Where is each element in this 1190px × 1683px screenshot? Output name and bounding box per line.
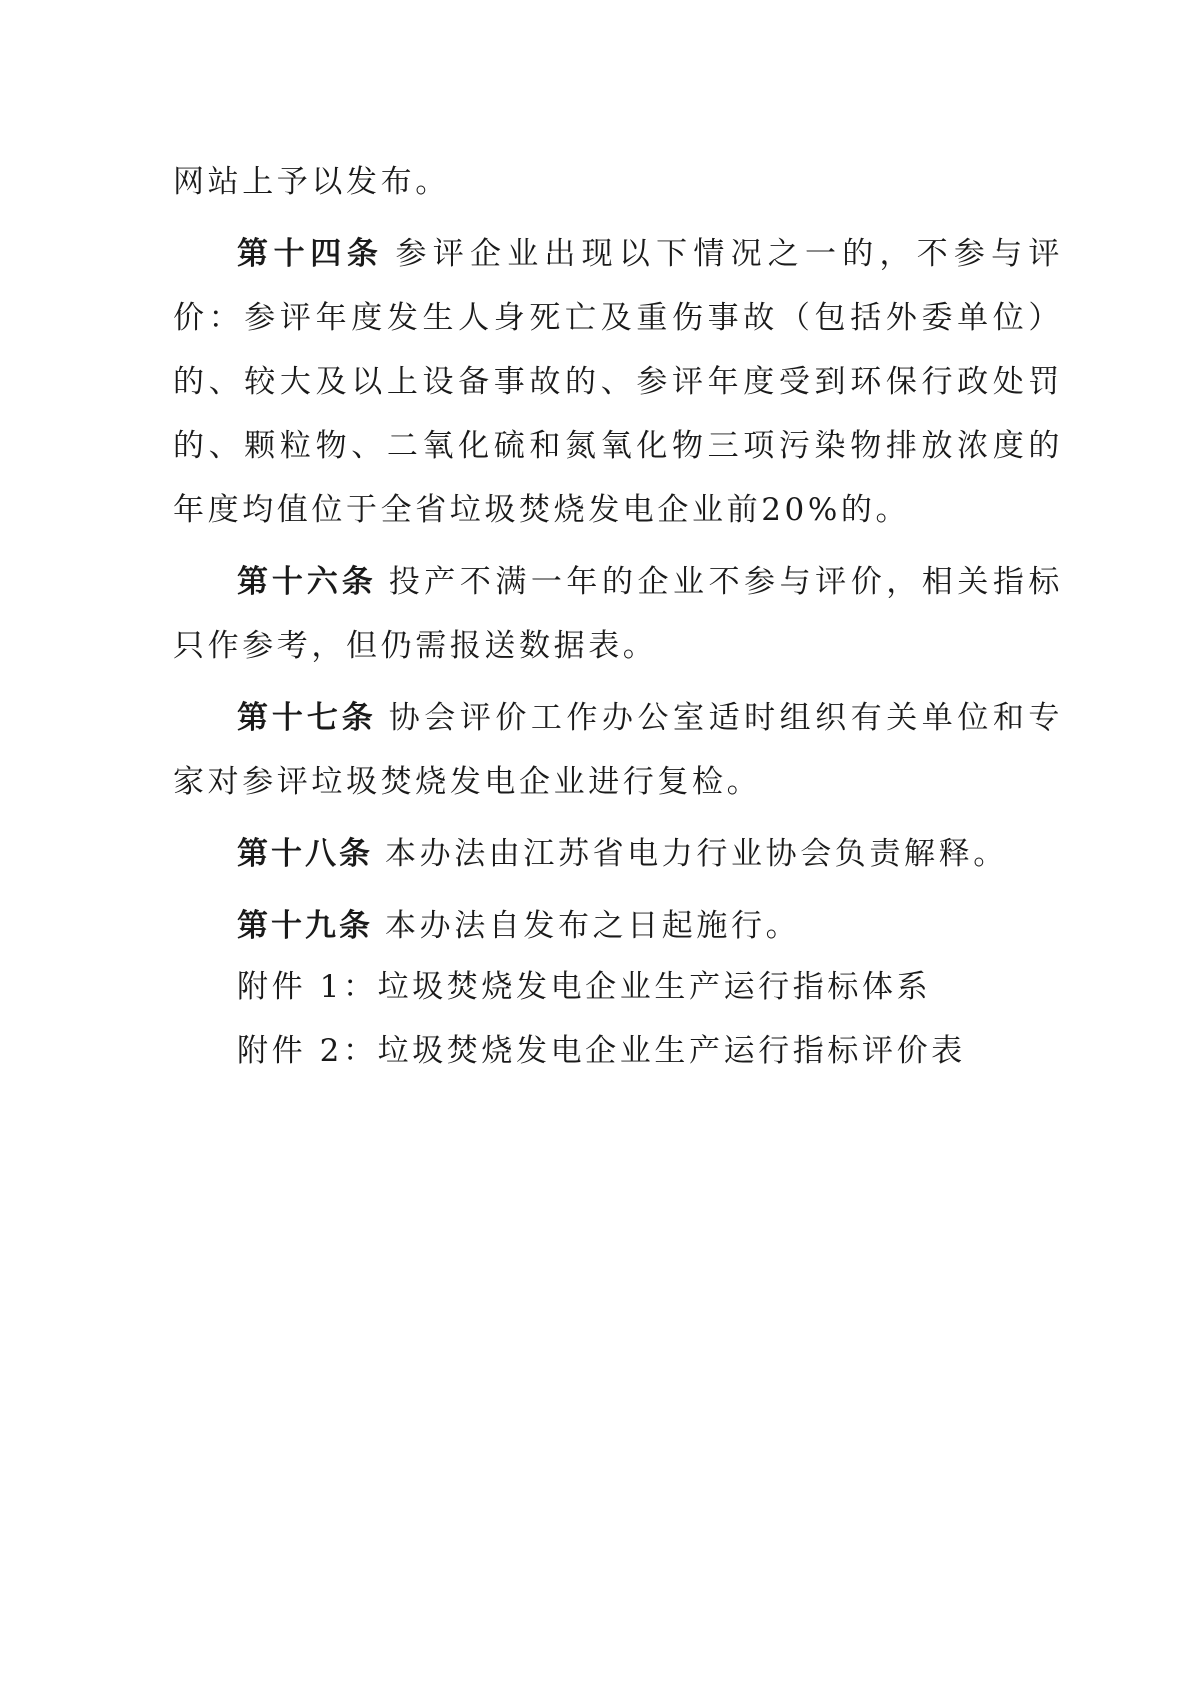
attachment-2: 附件 2：垃圾焚烧发电企业生产运行指标评价表 bbox=[237, 1033, 966, 1069]
article-17 bbox=[173, 686, 1063, 814]
article-label: 第十四条 bbox=[237, 236, 384, 272]
continuation-text: 网站上予以发布。 bbox=[173, 164, 450, 200]
article-14 bbox=[173, 222, 1063, 542]
document-body bbox=[173, 150, 1063, 966]
article-text: 本办法由江苏省电力行业协会负责解释。 bbox=[385, 836, 1008, 872]
article-19 bbox=[173, 894, 1063, 958]
article-text: 协会评价工作办公室适时组织有关单位和专家对参评垃圾焚烧发电企业进行复检。 bbox=[173, 700, 1063, 800]
article-18 bbox=[173, 822, 1063, 886]
attachment-1: 附件 1：垃圾焚烧发电企业生产运行指标体系 bbox=[237, 969, 932, 1005]
article-16 bbox=[173, 550, 1063, 678]
continuation-paragraph bbox=[173, 150, 1063, 214]
attachments-list bbox=[237, 955, 1057, 1083]
article-label: 第十六条 bbox=[237, 564, 377, 600]
article-text: 投产不满一年的企业不参与评价，相关指标只作参考，但仍需报送数据表。 bbox=[173, 564, 1063, 664]
article-label: 第十八条 bbox=[237, 836, 373, 872]
article-text: 参评企业出现以下情况之一的，不参与评价：参评年度发生人身死亡及重伤事故（包括外委单位）的、较大及以上设备事故的、参评年度受到环保行政处罚的、颗粒物、二氧化硫和氮氧化物三项污染物排放浓度的年度均值位于全省垃圾焚烧发电企业前20%的。 bbox=[173, 236, 1063, 528]
article-label: 第十七条 bbox=[237, 700, 377, 736]
article-label: 第十九条 bbox=[237, 908, 373, 944]
article-text: 本办法自发布之日起施行。 bbox=[385, 908, 801, 944]
